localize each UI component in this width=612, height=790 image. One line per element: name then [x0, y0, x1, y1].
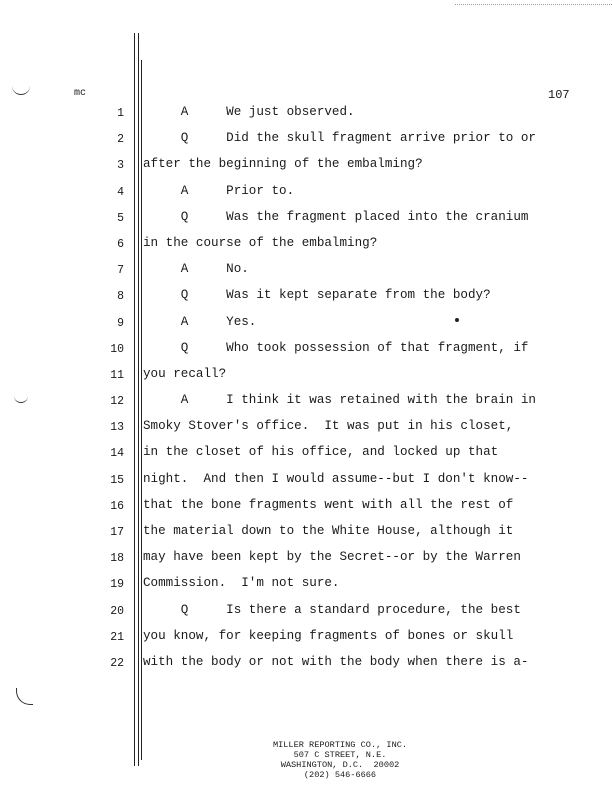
line-number: 22 — [110, 656, 124, 670]
line-text: Smoky Stover's office. It was put in his closet, — [143, 419, 514, 434]
line-text: A Yes. — [143, 314, 257, 329]
line-number: 16 — [110, 499, 124, 513]
line-number: 7 — [117, 264, 124, 278]
line-text: with the body or not with the body when there is a- — [143, 654, 529, 669]
line-text: Q Did the skull fragment arrive prior to or — [143, 131, 536, 146]
transcript-line — [0, 311, 612, 337]
line-text: the material down to the White House, although it — [143, 524, 514, 538]
transcript-line — [0, 258, 612, 284]
line-number: 5 — [117, 211, 124, 225]
transcript-line — [0, 468, 612, 494]
line-text: you recall? — [143, 366, 227, 381]
page-number: 107 — [548, 88, 570, 102]
line-number: 10 — [110, 342, 124, 356]
line-number: 14 — [110, 447, 124, 461]
line-number: 17 — [110, 526, 124, 539]
transcript-line — [0, 625, 612, 651]
line-text: after the beginning of the embalming? — [143, 157, 423, 172]
line-text: you know, for keeping fragments of bones or skull — [143, 628, 514, 643]
line-text: in the closet of his office, and locked up that — [143, 445, 499, 460]
line-text: that the bone fragments went with all the rest of — [143, 497, 514, 512]
line-number: 9 — [117, 316, 124, 330]
line-number: 8 — [117, 290, 124, 304]
line-number: 19 — [110, 578, 124, 592]
line-number: 18 — [110, 552, 124, 566]
line-number: 21 — [110, 630, 124, 644]
footer-phone: (202) 546-6666 — [303, 770, 377, 780]
transcript-line — [0, 520, 612, 546]
line-number: 11 — [110, 368, 124, 382]
transcript-line — [0, 441, 612, 467]
line-text: in the course of the embalming? — [143, 235, 378, 250]
transcript-line — [0, 389, 612, 415]
transcript-line — [0, 546, 612, 572]
footer-street: 507 C STREET, N.E. — [293, 750, 387, 760]
line-text: A I think it was retained with the brain in — [143, 393, 536, 408]
transcript-line — [0, 153, 612, 179]
transcript-line — [0, 363, 612, 389]
transcript-line — [0, 599, 612, 625]
line-number: 4 — [117, 185, 124, 199]
transcript-lines — [0, 101, 612, 677]
transcript-line — [0, 206, 612, 232]
line-number: 12 — [110, 395, 124, 409]
footer-city: WASHINGTON, D.C. 20002 — [280, 760, 400, 770]
page-top-edge — [455, 4, 612, 5]
line-text: Q Who took possession of that fragment, if — [143, 340, 529, 355]
line-text: Q Was the fragment placed into the cranium — [143, 209, 529, 224]
line-number: 2 — [117, 133, 124, 147]
transcript-line — [0, 415, 612, 441]
reporter-initials: mc — [74, 88, 87, 99]
line-text: A Prior to. — [143, 183, 295, 198]
line-text: Q Is there a standard procedure, the best — [143, 602, 521, 617]
line-number: 1 — [117, 107, 124, 120]
line-number: 20 — [110, 604, 124, 618]
transcript-line — [0, 337, 612, 363]
line-number: 15 — [110, 473, 124, 487]
line-number: 6 — [117, 237, 124, 251]
line-number: 13 — [110, 421, 124, 435]
line-text: night. And then I would assume--but I don't know-- — [143, 471, 529, 486]
line-text: Commission. I'm not sure. — [143, 576, 340, 591]
punch-hole-mark — [16, 688, 33, 705]
footer-company: MILLER REPORTING CO., INC. — [272, 740, 408, 750]
transcript-line — [0, 180, 612, 206]
transcript-line — [0, 101, 612, 127]
line-text: may have been kept by the Secret--or by the Warren — [143, 550, 521, 565]
punch-hole-mark — [12, 82, 30, 95]
line-number: 3 — [117, 159, 124, 173]
transcript-line — [0, 572, 612, 598]
transcript-line — [0, 494, 612, 520]
transcript-line — [0, 232, 612, 258]
transcript-line — [0, 651, 612, 677]
line-text: A We just observed. — [143, 105, 355, 119]
line-text: A No. — [143, 262, 249, 277]
line-text: Q Was it kept separate from the body? — [143, 288, 491, 303]
reporter-footer — [240, 740, 440, 780]
transcript-line — [0, 127, 612, 153]
transcript-line — [0, 284, 612, 310]
